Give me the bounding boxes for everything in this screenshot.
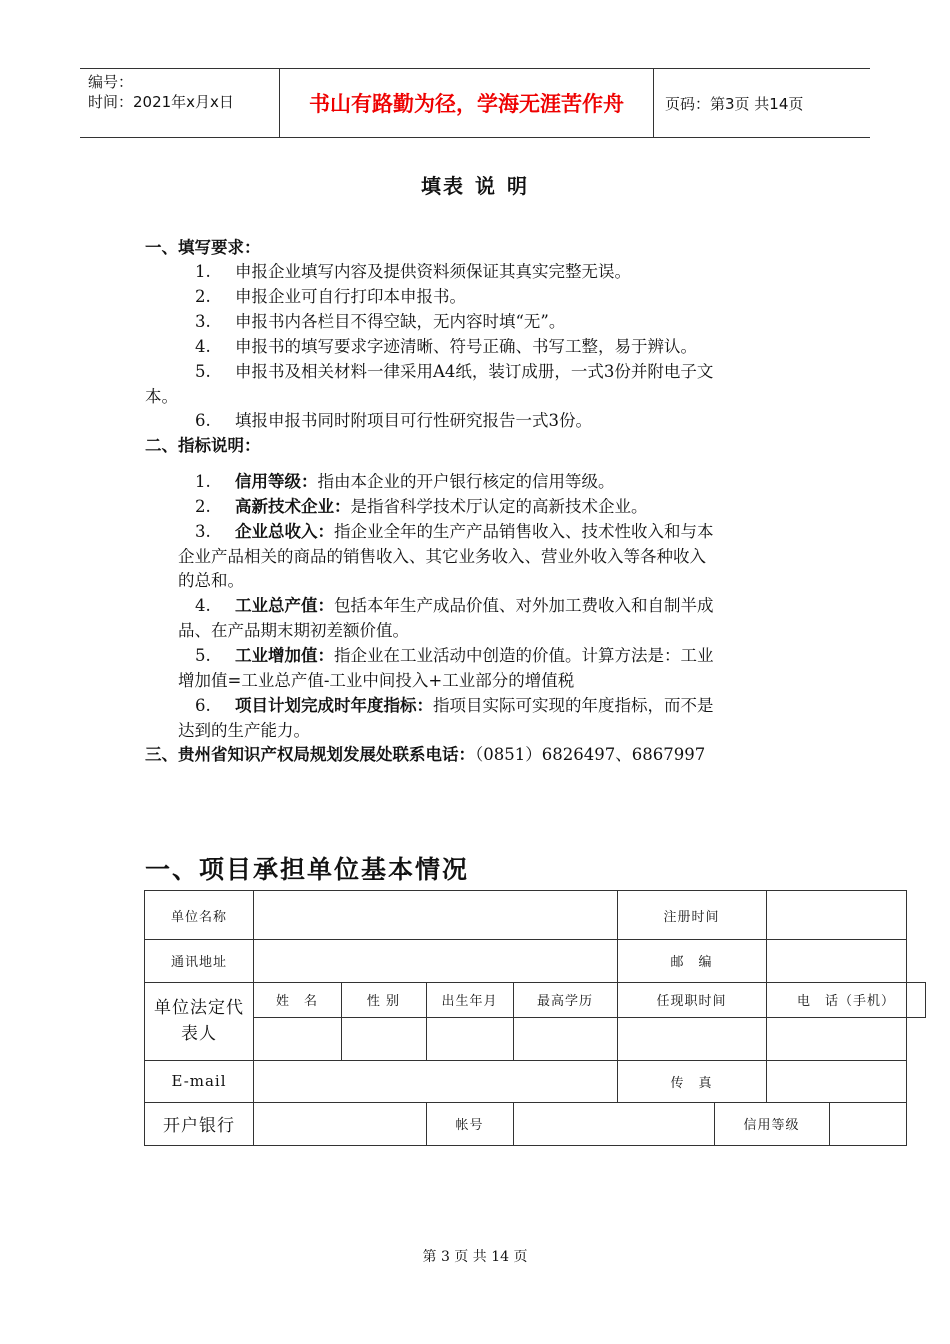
list-item: 6. 项目计划完成时年度指标：指项目实际可实现的年度指标，而不是 [195, 696, 714, 715]
reg-time-label: 注册时间 [663, 909, 720, 925]
rep-birth-field[interactable] [427, 1018, 513, 1060]
list-item-continuation: 本。 [145, 387, 178, 406]
list-item: 2. 申报企业可自行打印本申报书。 [195, 287, 466, 306]
col-education: 最高学历 [536, 994, 593, 1009]
address-field[interactable] [254, 939, 617, 982]
fax-field[interactable] [767, 1060, 906, 1102]
section2-heading: 二、指标说明： [145, 436, 261, 455]
header-meta [80, 69, 280, 137]
rep-gender-field[interactable] [342, 1018, 426, 1060]
list-item-continuation: 达到的生产能力。 [178, 721, 310, 740]
section1-heading: 一、填写要求： [145, 238, 261, 257]
list-item: 1. 申报企业填写内容及提供资料须保证其真实完整无误。 [195, 262, 631, 281]
col-name: 姓 名 [275, 994, 318, 1009]
list-item: 4. 工业总产值：包括本年生产成品价值、对外加工费收入和自制半成 [195, 596, 714, 615]
section3-heading: 三、贵州省知识产权局规划发展处联系电话： [145, 745, 475, 764]
bank-field[interactable] [254, 1102, 426, 1145]
rep-education-field[interactable] [514, 1018, 617, 1060]
header-page-info: 页码：第3页 共14页 [665, 94, 804, 113]
rep-name-field[interactable] [254, 1018, 341, 1060]
postcode-label: 邮 编 [670, 955, 713, 970]
col-position-time: 任现职时间 [656, 994, 727, 1009]
page-header [80, 68, 870, 138]
list-item: 4. 申报书的填写要求字迹清晰、符号正确、书写工整，易于辨认。 [195, 337, 697, 356]
contact-phone: （0851）6826497、6867997 [475, 745, 706, 764]
list-item: 3. 企业总收入：指企业全年的生产产品销售收入、技术性收入和与本 [195, 522, 714, 541]
email-label: E-mail [171, 1072, 227, 1090]
list-item-continuation: 增加值=工业总产值-工业中间投入+工业部分的增值税 [178, 671, 575, 690]
list-item: 3. 申报书内各栏目不得空缺，无内容时填“无”。 [195, 312, 566, 331]
email-field[interactable] [254, 1060, 617, 1102]
rep-phone-field[interactable] [767, 1018, 906, 1060]
page-footer: 第 3 页 共 14 页 [422, 1249, 528, 1265]
list-item: 5. 工业增加值：指企业在工业活动中创造的价值。计算方法是：工业 [195, 646, 714, 665]
fax-label: 传 真 [670, 1075, 713, 1091]
account-label: 帐号 [455, 1118, 484, 1133]
number-label: 编号： [88, 73, 134, 91]
rep-position-time-field[interactable] [618, 1018, 766, 1060]
list-item-continuation: 品、在产品期末期初差额价值。 [178, 621, 409, 640]
section3-line [145, 743, 705, 767]
credit-label: 信用等级 [743, 1118, 800, 1133]
legal-rep-label: 单位法定代表人 [154, 998, 244, 1044]
col-phone: 电 话（手机） [796, 994, 895, 1009]
credit-field[interactable] [830, 1102, 906, 1145]
account-field[interactable] [514, 1102, 714, 1145]
form-title: 一、项目承担单位基本情况 [145, 855, 470, 884]
list-item: 2. 高新技术企业：是指省科学技术厅认定的高新技术企业。 [195, 497, 648, 516]
col-birth: 出生年月 [441, 994, 498, 1009]
time-label: 时间：2021年x月x日 [88, 93, 234, 111]
page-title: 填表 说 明 [421, 174, 529, 198]
unit-name-field[interactable] [254, 891, 617, 939]
header-motto: 书山有路勤为径，学海无涯苦作舟 [280, 69, 654, 137]
postcode-field[interactable] [767, 939, 906, 982]
basic-info-table [144, 890, 907, 1146]
list-item: 1. 信用等级：指由本企业的开户银行核定的信用等级。 [195, 472, 615, 491]
list-item: 5. 申报书及相关材料一律采用A4纸，装订成册，一式3份并附电子文 [195, 362, 714, 381]
bank-label: 开户银行 [163, 1116, 235, 1136]
col-gender: 性 别 [366, 994, 401, 1009]
reg-time-field[interactable] [767, 891, 906, 939]
address-label: 通讯地址 [170, 955, 227, 970]
list-item-continuation: 的总和。 [178, 571, 244, 590]
list-item-continuation: 企业产品相关的商品的销售收入、其它业务收入、营业外收入等各种收入 [178, 547, 706, 566]
list-item: 6. 填报申报书同时附项目可行性研究报告一式3份。 [195, 411, 592, 430]
unit-name-label: 单位名称 [170, 909, 227, 925]
